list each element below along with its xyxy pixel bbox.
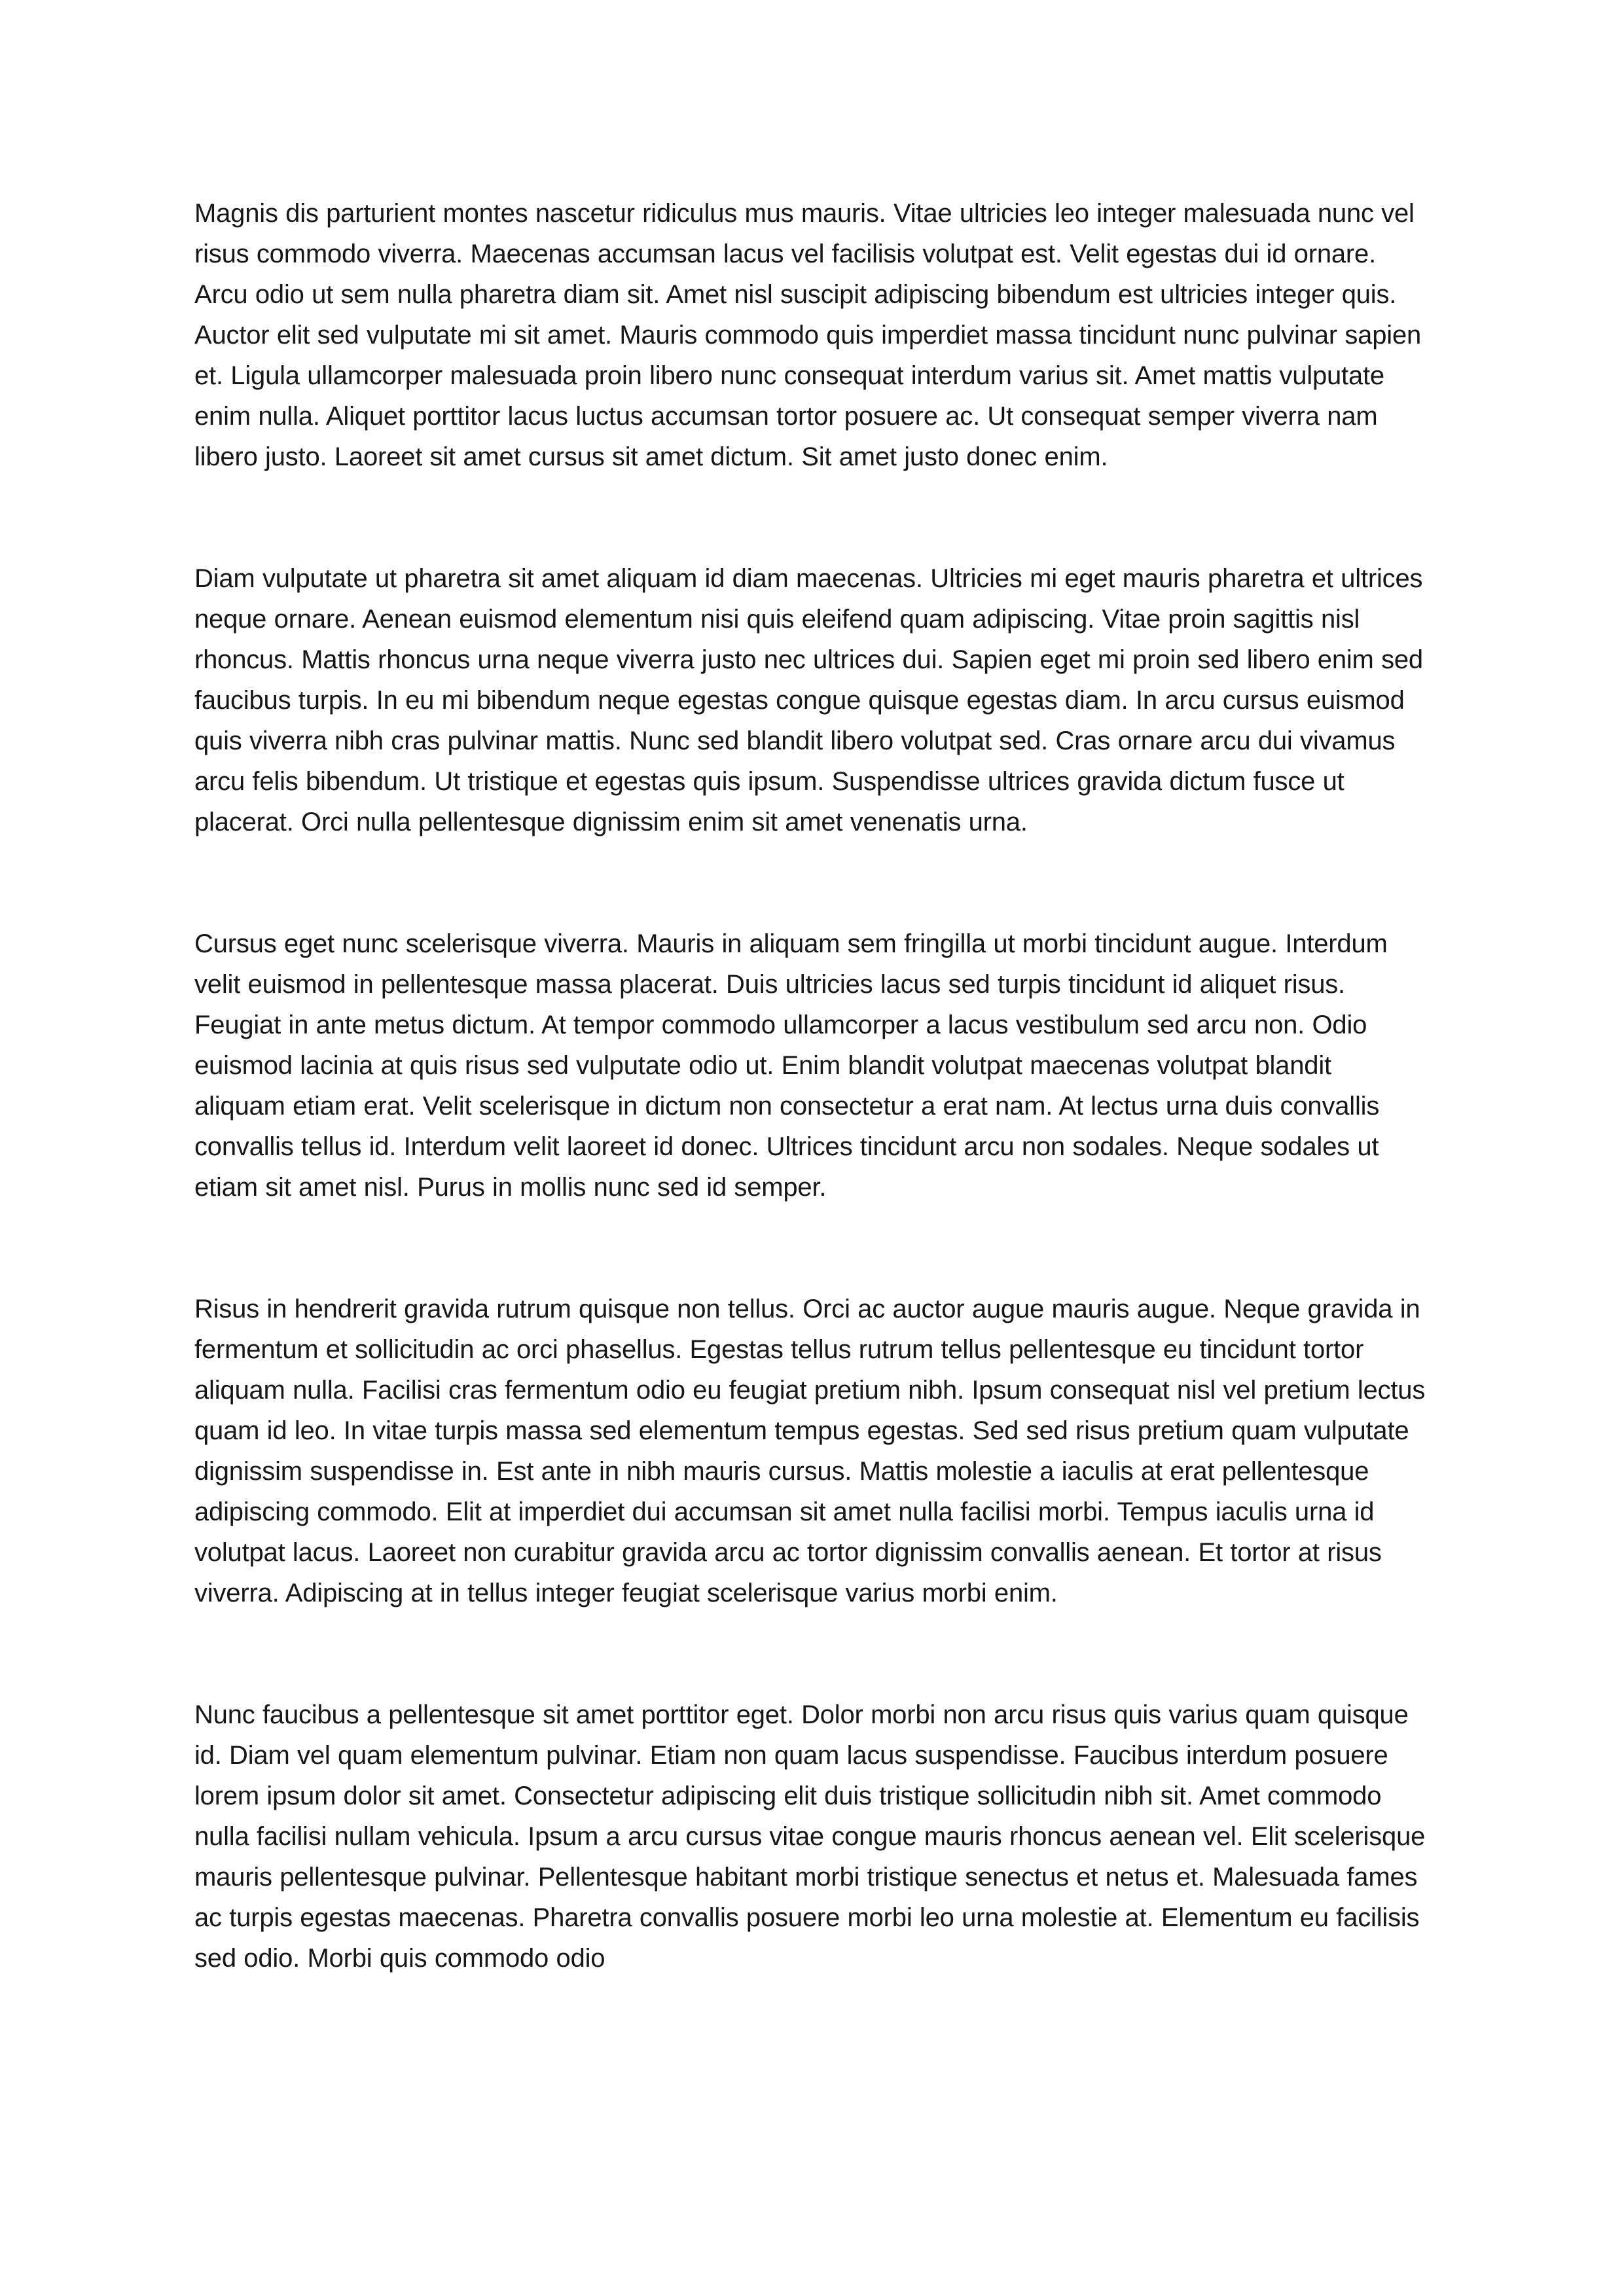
- paragraph-1: Magnis dis parturient montes nascetur ridiculus mus mauris. Vitae ultricies leo integer malesuada nunc vel risus commodo viverra. Maecenas accumsan lacus vel facilisis volutpat est. Velit egestas dui id ornare. Arcu odio ut sem nulla pharetra diam sit. Amet nisl suscipit adipiscing bibendum est ultricies integer quis. Auctor elit sed vulputate mi sit amet. Mauris commodo quis imperdiet massa tincidunt nunc pulvinar sapien et. Ligula ullamcorper malesuada proin libero nunc consequat interdum varius sit. Amet mattis vulputate enim nulla. Aliquet porttitor lacus luctus accumsan tortor posuere ac. Ut consequat semper viverra nam libero justo. Laoreet sit amet cursus sit amet dictum. Sit amet justo donec enim.: [194, 199, 1422, 471]
- paragraph-2: Diam vulputate ut pharetra sit amet aliquam id diam maecenas. Ultricies mi eget mauris pharetra et ultrices neque ornare. Aenean euismod elementum nisi quis eleifend quam adipiscing. Vitae proin sagittis nisl rhoncus. Mattis rhoncus urna neque viverra justo nec ultrices dui. Sapien eget mi proin sed libero enim sed faucibus turpis. In eu mi bibendum neque egestas congue quisque egestas diam. In arcu cursus euismod quis viverra nibh cras pulvinar mattis. Nunc sed blandit libero volutpat sed. Cras ornare arcu dui vivamus arcu felis bibendum. Ut tristique et egestas quis ipsum. Suspendisse ultrices gravida dictum fusce ut placerat. Orci nulla pellentesque dignissim enim sit amet venenatis urna.: [194, 564, 1423, 836]
- paragraph-5: Nunc faucibus a pellentesque sit amet porttitor eget. Dolor morbi non arcu risus quis varius quam quisque id. Diam vel quam elementum pulvinar. Etiam non quam lacus suspendisse. Faucibus interdum posuere lorem ipsum dolor sit amet. Consectetur adipiscing elit duis tristique sollicitudin nibh sit. Amet commodo nulla facilisi nullam vehicula. Ipsum a arcu cursus vitae congue mauris rhoncus aenean vel. Elit scelerisque mauris pellentesque pulvinar. Pellentesque habitant morbi tristique senectus et netus et. Malesuada fames ac turpis egestas maecenas. Pharetra convallis posuere morbi leo urna molestie at. Elementum eu facilisis sed odio. Morbi quis commodo odio: [194, 1700, 1426, 1973]
- paragraph-3: Cursus eget nunc scelerisque viverra. Mauris in aliquam sem fringilla ut morbi tincidunt augue. Interdum velit euismod in pellentesque massa placerat. Duis ultricies lacus sed turpis tincidunt id aliquet risus. Feugiat in ante metus dictum. At tempor commodo ullamcorper a lacus vestibulum sed arcu non. Odio euismod lacinia at quis risus sed vulputate odio ut. Enim blandit volutpat maecenas volutpat blandit aliquam etiam erat. Velit scelerisque in dictum non consectetur a erat nam. At lectus urna duis convallis convallis tellus id. Interdum velit laoreet id donec. Ultrices tincidunt arcu non sodales. Neque sodales ut etiam sit amet nisl. Purus in mollis nunc sed id semper.: [194, 929, 1388, 1202]
- paragraph-4: Risus in hendrerit gravida rutrum quisque non tellus. Orci ac auctor augue mauris augue. Neque gravida in fermentum et sollicitudin ac orci phasellus. Egestas tellus rutrum tellus pellentesque eu tincidunt tortor aliquam nulla. Facilisi cras fermentum odio eu feugiat pretium nibh. Ipsum consequat nisl vel pretium lectus quam id leo. In vitae turpis massa sed elementum tempus egestas. Sed sed risus pretium quam vulputate dignissim suspendisse in. Est ante in nibh mauris cursus. Mattis molestie a iaculis at erat pellentesque adipiscing commodo. Elit at imperdiet dui accumsan sit amet nulla facilisi morbi. Tempus iaculis urna id volutpat lacus. Laoreet non curabitur gravida arcu ac tortor dignissim convallis aenean. Et tortor at risus viverra. Adipiscing at in tellus integer feugiat scelerisque varius morbi enim.: [194, 1295, 1426, 1607]
- document-text-body: [194, 193, 1428, 1979]
